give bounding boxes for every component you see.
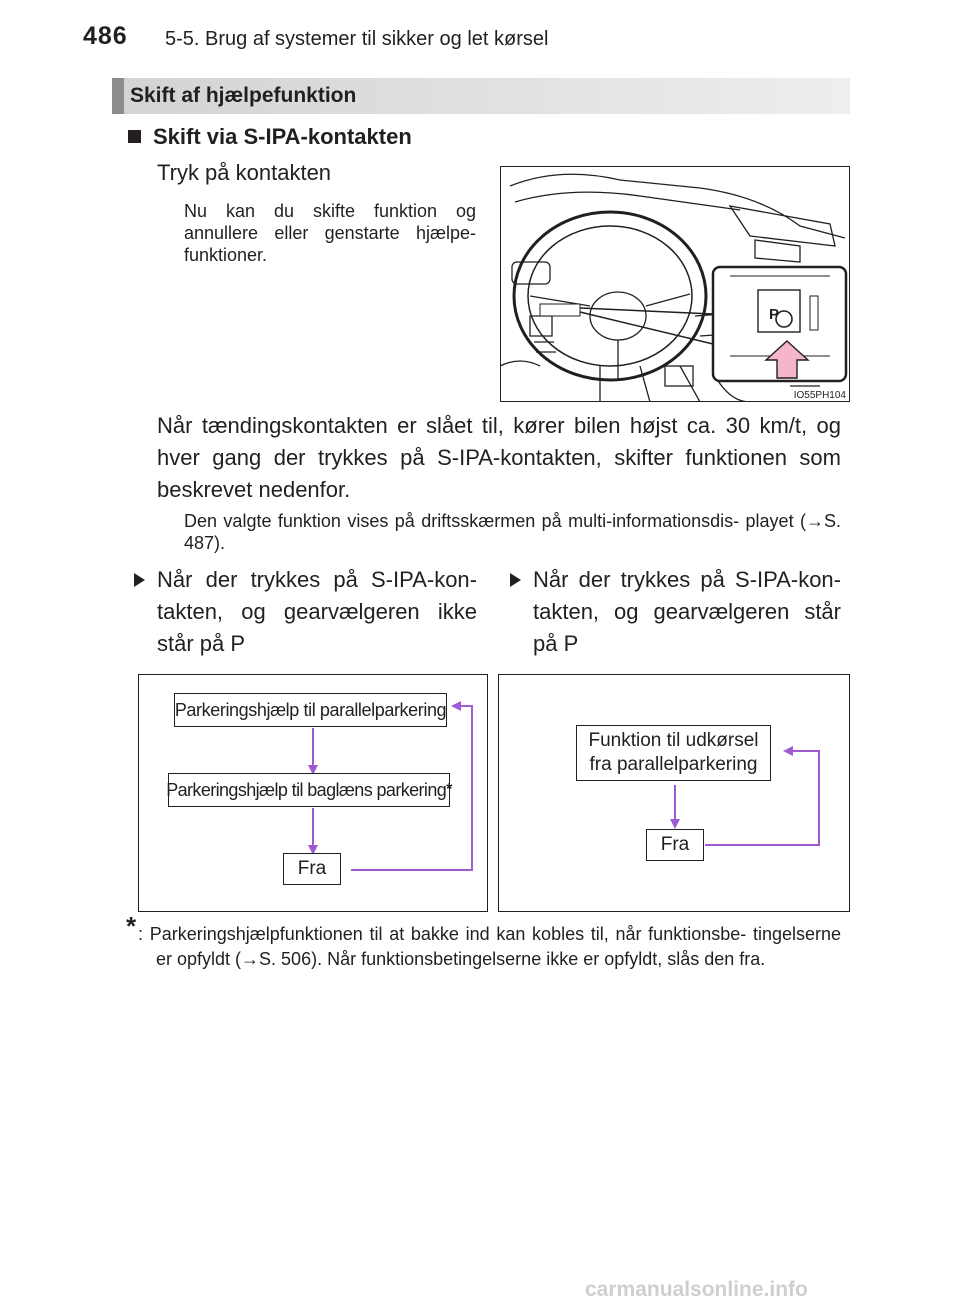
paragraph-note: Den valgte funktion vises på driftsskærmen på multi-informationsdis- playet (→S. 487). (184, 511, 841, 553)
section-title: Skift af hjælpefunktion (130, 84, 357, 107)
section-bar-edge (112, 78, 124, 114)
dashboard-illustration (500, 166, 850, 402)
triangle-bullet-icon (510, 573, 521, 587)
flow-box-off (646, 829, 704, 861)
page-number: 486 (83, 22, 128, 50)
section-header (112, 78, 850, 114)
asterisk-marker: * (446, 781, 452, 798)
instruction: Tryk på kontakten (157, 160, 332, 185)
right-case-heading (533, 564, 841, 660)
watermark: carmanualsonline.info (585, 1278, 808, 1301)
right-case-heading-text: Når der trykkes på S-IPA-kon- takten, og gearvælgeren står på P (533, 567, 841, 656)
square-bullet-icon (128, 130, 141, 143)
flow-box-line-2: fra parallelparkering (589, 754, 758, 775)
flow-box-label: Parkeringshjælp til parallelparkering (174, 699, 447, 720)
chapter-title: 5-5. Brug af systemer til sikker og let kørsel (165, 28, 549, 50)
left-flow-panel (138, 674, 488, 912)
flow-box-line-1: Funktion til udkørsel (588, 730, 759, 751)
subheading (128, 124, 412, 150)
switch-p-label: P (769, 306, 780, 323)
flow-box-label: Fra (297, 858, 327, 879)
right-flow-arrows (499, 675, 849, 911)
flow-box-parallel-parking (174, 693, 447, 727)
flow-box-label: Fra (660, 834, 690, 855)
instruction-note: Nu kan du skifte funktion og annullere eller genstarte hjælpe- funktioner. (184, 201, 476, 265)
footnote-marker: * (126, 911, 137, 941)
left-case-heading-text: Når der trykkes på S-IPA-kon- takten, og gearvælgeren ikke står på P (157, 567, 477, 656)
triangle-bullet-icon (134, 573, 145, 587)
flow-box-reverse-parking (168, 773, 450, 807)
steering-wheel-illustration (500, 166, 850, 402)
main-paragraph: Når tændingskontakten er slået til, kører bilen højst ca. 30 km/t, og hver gang der trykkes på S-IPA-kontakten, skifter funktionen som beskrevet nedenfor. (157, 413, 841, 502)
flow-box-off (283, 853, 341, 885)
footnote (126, 911, 841, 972)
illustration-code: IO55PH104 (793, 390, 846, 401)
left-case-heading (157, 564, 477, 660)
flow-box-exit-parallel (576, 725, 771, 781)
footnote-text: : Parkeringshjælpfunktionen til at bakke ind kan kobles til, når funktionsbe- tingelserne er opfyldt (→S. 506). Når funktionsbetingelserne ikke er opfyldt, slås den fra. (138, 924, 841, 969)
flow-box-label: Parkeringshjælp til baglæns parkering (166, 779, 447, 800)
right-flow-panel (498, 674, 850, 912)
subheading-text: Skift via S-IPA-kontakten (153, 124, 412, 149)
